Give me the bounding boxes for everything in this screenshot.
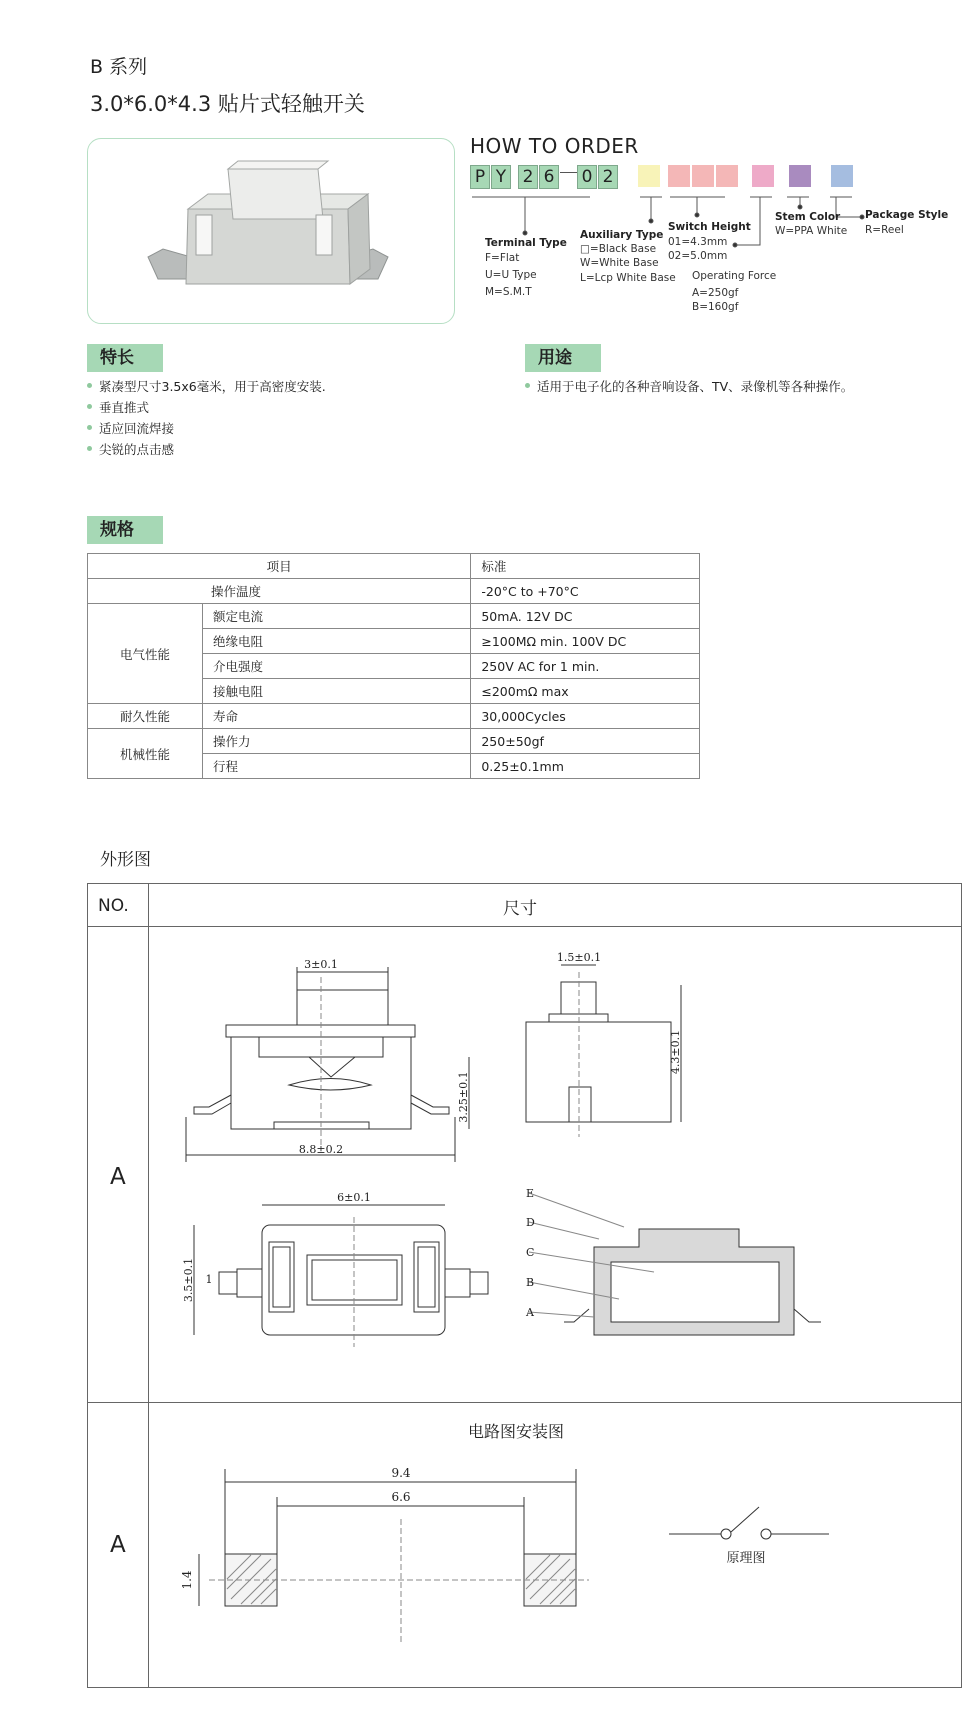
auxiliary-type-box <box>638 165 660 187</box>
feature-item: 尖锐的点击感 <box>87 440 174 458</box>
spec-cell: -20°C to +70°C <box>471 579 700 604</box>
spec-cell: 操作力 <box>203 729 471 754</box>
spec-cell: 250V AC for 1 min. <box>471 654 700 679</box>
spec-table <box>87 553 700 779</box>
section-label: B <box>526 1276 535 1289</box>
code-char: 2 <box>598 165 618 189</box>
operating-force-box <box>752 165 774 187</box>
table-divider <box>88 1402 961 1403</box>
spec-group: 机械性能 <box>88 729 203 779</box>
circuit-title: 电路图安装图 <box>468 1422 565 1441</box>
switch-illustration <box>88 139 454 323</box>
spec-cell: 30,000Cycles <box>471 704 700 729</box>
feature-item: 紧凑型尺寸3.5x6毫米，用于高密度安装. <box>87 377 326 395</box>
spec-header: 标准 <box>471 554 700 579</box>
stem-color-box <box>789 165 811 187</box>
feature-item: 适应回流焊接 <box>87 419 174 437</box>
pad-height-dim: 1.4 <box>180 1570 194 1590</box>
spec-header: 项目 <box>88 554 471 579</box>
feature-item: 垂直推式 <box>87 398 149 416</box>
code-char: Y <box>491 165 511 189</box>
spec-tag: 规格 <box>87 516 163 544</box>
pad-drawing <box>149 1439 961 1684</box>
operating-force-option: B=160gf <box>692 301 739 313</box>
dim-side-height: 4.3±0.1 <box>669 1029 682 1075</box>
code-char: P <box>470 165 490 189</box>
switch-height-option: 01=4.3mm <box>668 236 728 248</box>
spec-cell: 寿命 <box>203 704 471 729</box>
col-no-header: NO. <box>98 896 129 916</box>
terminal-type-label: Terminal Type <box>485 237 567 249</box>
drawing-table <box>87 883 962 1688</box>
switch-height-label: Switch Height <box>668 221 751 233</box>
operating-force-label: Operating Force <box>692 270 777 282</box>
spec-group: 耐久性能 <box>88 704 203 729</box>
product-title: 3.0*6.0*4.3 贴片式轻触开关 <box>90 92 365 116</box>
col-size-header: 尺寸 <box>503 899 537 919</box>
switch-height-box-2 <box>692 165 714 187</box>
spec-cell: 50mA. 12V DC <box>471 604 700 629</box>
package-style-option: R=Reel <box>865 224 904 236</box>
usage-tag: 用途 <box>525 344 601 372</box>
outline-drawings <box>149 927 961 1401</box>
section-label: A <box>526 1306 534 1319</box>
auxiliary-type-option: W=White Base <box>580 257 659 269</box>
dim-height: 3.25±0.1 <box>457 1071 470 1123</box>
spec-cell: ≥100MΩ min. 100V DC <box>471 629 700 654</box>
spec-cell: 行程 <box>203 754 471 779</box>
dim-body-depth: 3.5±0.1 <box>182 1257 195 1303</box>
dim-side-width: 1.5±0.1 <box>556 951 602 964</box>
operating-force-option: A=250gf <box>692 287 739 299</box>
stem-color-option: W=PPA White <box>775 225 848 237</box>
spec-cell: 绝缘电阻 <box>203 629 471 654</box>
dim-total-width: 8.8±0.2 <box>298 1143 344 1156</box>
package-style-label: Package Style <box>865 209 949 221</box>
stem-color-label: Stem Color <box>775 211 841 223</box>
code-char: 0 <box>577 165 597 189</box>
spec-cell: ≤200mΩ max <box>471 679 700 704</box>
package-style-box <box>831 165 853 187</box>
switch-height-option: 02=5.0mm <box>668 250 728 262</box>
dim-pin: 1 <box>205 1273 213 1286</box>
section-label: D <box>526 1216 535 1229</box>
switch-height-box-3 <box>716 165 738 187</box>
switch-height-box-1 <box>668 165 690 187</box>
terminal-type-option: U=U Type <box>485 269 537 281</box>
section-label: E <box>526 1187 535 1200</box>
row-no: A <box>110 1164 126 1190</box>
series-label: B 系列 <box>90 56 148 78</box>
row-no: A <box>110 1532 126 1558</box>
auxiliary-type-label: Auxiliary Type <box>580 229 664 241</box>
features-tag: 特长 <box>87 344 163 372</box>
spec-cell: 接触电阻 <box>203 679 471 704</box>
spec-cell: 操作温度 <box>88 579 471 604</box>
dim-body-width: 6±0.1 <box>337 1191 371 1204</box>
auxiliary-type-option: L=Lcp White Base <box>580 272 676 284</box>
spec-group: 电气性能 <box>88 604 203 704</box>
spec-cell: 额定电流 <box>203 604 471 629</box>
terminal-type-option: M=S.M.T <box>485 286 532 298</box>
dim-top-width: 3±0.1 <box>304 958 338 971</box>
product-photo <box>87 138 455 324</box>
how-to-order-title: HOW TO ORDER <box>470 134 639 158</box>
spec-cell: 介电强度 <box>203 654 471 679</box>
outline-title: 外形图 <box>100 850 151 870</box>
front-stem <box>297 990 388 1025</box>
section-label: C <box>526 1246 535 1259</box>
schematic-label: 原理图 <box>726 1551 766 1566</box>
pad-inner-dim: 6.6 <box>391 1490 411 1504</box>
spec-cell: 250±50gf <box>471 729 700 754</box>
spec-cell: 0.25±0.1mm <box>471 754 700 779</box>
usage-item: 适用于电子化的各种音响设备、TV、录像机等各种操作。 <box>525 377 853 395</box>
auxiliary-type-option: □=Black Base <box>580 243 657 255</box>
pad-outer-dim: 9.4 <box>391 1466 411 1480</box>
code-dash <box>560 172 577 173</box>
code-char: 6 <box>539 165 559 189</box>
code-char: 2 <box>518 165 538 189</box>
terminal-type-option: F=Flat <box>485 252 520 264</box>
